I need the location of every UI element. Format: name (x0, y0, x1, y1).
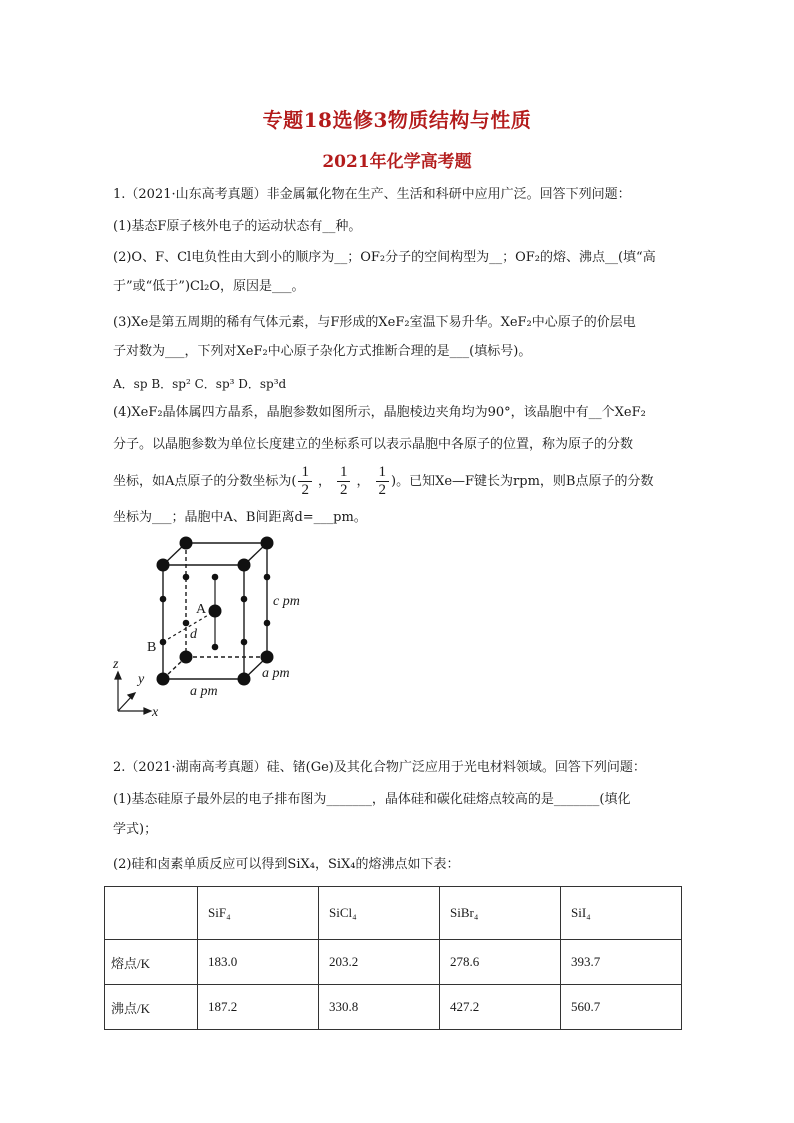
axis-z-label: z (113, 657, 119, 672)
f-atom (212, 574, 219, 581)
xe-atom (180, 651, 193, 664)
f-atom (241, 596, 248, 603)
f-atom (241, 639, 248, 646)
f-atom (264, 574, 271, 581)
separator: ， (317, 474, 331, 489)
xe-atom-center-a (209, 605, 222, 618)
q1-part4-line2: 分子。以晶胞参数为单位长度建立的坐标系可以表示晶胞中各原子的位置，称为原子的分数 (113, 437, 634, 452)
xe-atom (157, 559, 170, 572)
q2-part1-line2: 学式)； (113, 822, 158, 837)
fraction-x: $\frac{1}{2}$ (298, 464, 312, 499)
label-d: d (190, 627, 197, 642)
table-row (105, 940, 682, 985)
f-atom-b (160, 639, 167, 646)
q1-part4-line3-pre: 坐标，如A点原子的分数坐标为( (113, 474, 297, 489)
distance-d-line (163, 611, 215, 642)
f-atom (183, 574, 190, 581)
table-cell: SiCl₄ (319, 887, 440, 940)
melting-boiling-table (104, 886, 682, 1030)
table-cell: 沸点/K (105, 985, 198, 1030)
fraction-z: $\frac{1}{2}$ (376, 464, 390, 499)
xe-atom (238, 559, 251, 572)
table-cell: 330.8 (319, 985, 440, 1030)
f-atom (264, 620, 271, 627)
q1-part1: (1)基态F原子核外电子的运动状态有__种。 (113, 219, 362, 234)
table-cell: 183.0 (198, 940, 319, 985)
label-a-pm-side: a pm (262, 666, 290, 681)
table-cell: 熔点/K (105, 940, 198, 985)
xe-atom (180, 537, 193, 550)
axis-y-label: y (138, 672, 145, 687)
q1-part4-line1: (4)XeF₂晶体属四方晶系，晶胞参数如图所示，晶胞棱边夹角均为90°，该晶胞中有__个XeF₂ (113, 405, 646, 420)
table-cell: 203.2 (319, 940, 440, 985)
fraction-y: $\frac{1}{2}$ (337, 464, 351, 499)
f-atom (160, 596, 167, 603)
q1-part3-line1: (3)Xe是第五周期的稀有气体元素，与F形成的XeF₂室温下易升华。XeF₂中心原子的价层电 (113, 315, 636, 330)
q1-part2-line2: 于”或“低于”)Cl₂O，原因是___。 (113, 279, 305, 294)
f-atom (183, 620, 190, 627)
q1-part4-line4: 坐标为___；晶胞中A、B间距离d=___pm。 (113, 510, 367, 525)
page-subtitle: 2021年化学高考题 (322, 152, 472, 172)
q2-part2: (2)硅和卤素单质反应可以得到SiX₄，SiX₄的熔沸点如下表： (113, 857, 460, 872)
separator: ， (356, 474, 370, 489)
table-header-row (105, 887, 682, 940)
q2-part1-line1: (1)基态硅原子最外层的电子排布图为_______，晶体硅和碳化硅熔点较高的是_______(填化 (113, 792, 631, 807)
xe-atom (261, 651, 274, 664)
xe-atom (261, 537, 274, 550)
xe-atoms (157, 537, 274, 686)
label-b: B (147, 640, 157, 655)
table-cell: SiF₄ (198, 887, 319, 940)
xe-atom (157, 673, 170, 686)
table-cell: 187.2 (198, 985, 319, 1030)
q1-part4-line3-post: )。已知Xe—F键长为rpm，则B点原子的分数 (391, 474, 654, 489)
q1-intro: 1.（2021·山东高考真题）非金属氟化物在生产、生活和科研中应用广泛。回答下列问题： (113, 187, 631, 202)
q1-part2-line1: (2)O、F、Cl电负性由大到小的顺序为__；OF₂分子的空间构型为__；OF₂的熔、沸点__(填“高 (113, 250, 656, 265)
axis-x-label: x (152, 705, 159, 720)
label-a: A (196, 602, 207, 617)
label-c-pm: c pm (273, 594, 300, 609)
table-cell: 427.2 (440, 985, 561, 1030)
axes-icon (115, 672, 151, 714)
q1-part3-line2: 子对数为___，下列对XeF₂中心原子杂化方式推断合理的是___(填标号)。 (113, 344, 532, 359)
table-cell: 278.6 (440, 940, 561, 985)
q1-options: A．sp B．sp² C．sp³ D．sp³d (113, 377, 287, 391)
table-cell: SiBr₄ (440, 887, 561, 940)
xe-atom (238, 673, 251, 686)
f-atom (212, 644, 219, 651)
label-a-pm-bottom: a pm (190, 684, 218, 699)
table-cell: SiI₄ (561, 887, 682, 940)
table-cell: 560.7 (561, 985, 682, 1030)
q2-intro: 2.（2021·湖南高考真题）硅、锗(Ge)及其化合物广泛应用于光电材料领域。回答下列问题： (113, 760, 646, 775)
table-cell: 393.7 (561, 940, 682, 985)
q1-part4-line3 (113, 464, 653, 500)
table-cell (105, 887, 198, 940)
unit-cell-figure (110, 527, 340, 722)
page-title: 专题18选修3物质结构与性质 (262, 108, 532, 132)
table-row (105, 985, 682, 1030)
